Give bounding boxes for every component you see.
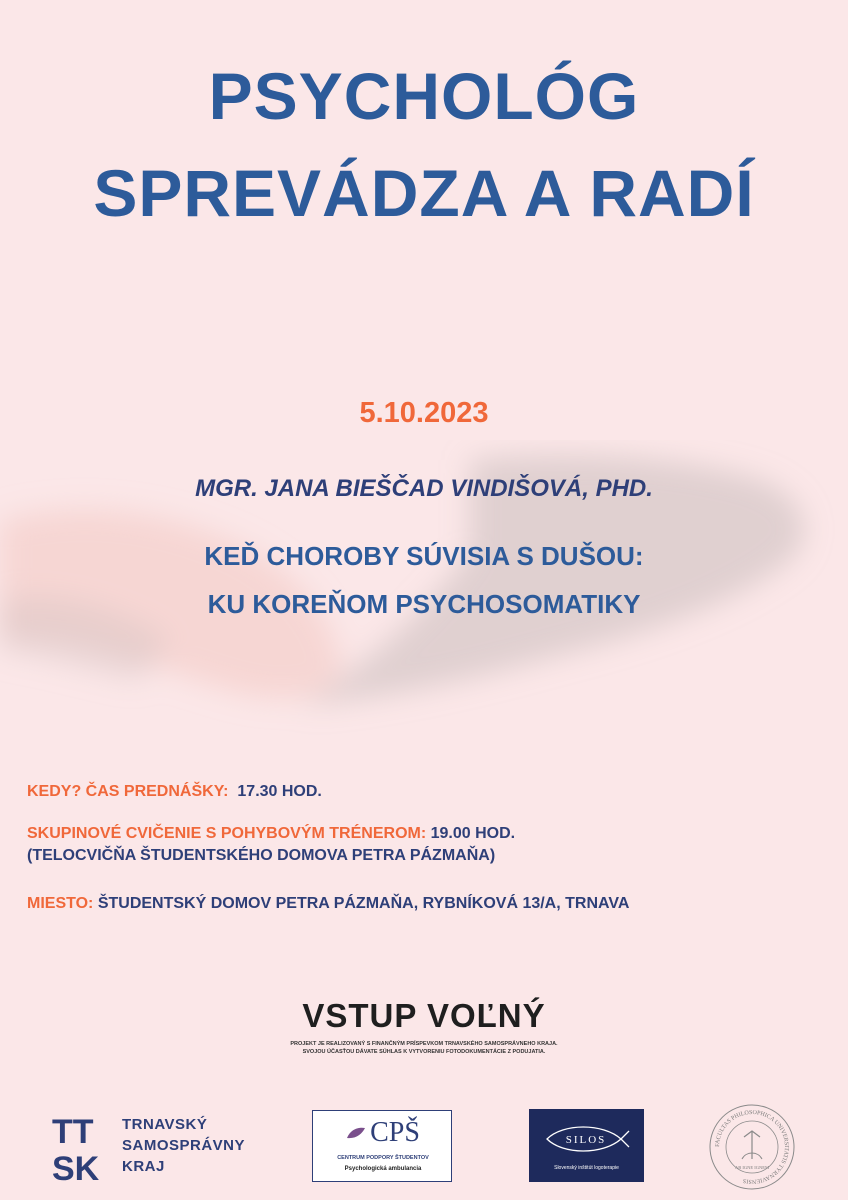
cps-subtitle: CENTRUM PODPORY ŠTUDENTOV [337, 1155, 429, 1161]
cps-logo [312, 1110, 452, 1182]
info-when [27, 781, 322, 803]
speaker-name: MGR. JANA BIEŠČAD VINDIŠOVÁ, PHD. [195, 475, 653, 502]
cps-subtitle-2: Psychologická ambulancia [344, 1166, 422, 1172]
ttsk-line-3: KRAJ [122, 1158, 165, 1175]
place-value: ŠTUDENTSKÝ DOMOV PETRA PÁZMAŇA, RYBNÍKOVÁ 13/A, TRNAVA [97, 895, 630, 912]
fine-print [0, 1040, 848, 1057]
place-label: MIESTO: [27, 895, 94, 912]
silos-subtitle: Slovenský inštitút logoterapie [554, 1165, 619, 1171]
ttsk-line-2: SAMOSPRÁVNY [122, 1137, 246, 1154]
title-line-2: SPREVÁDZA A RADÍ [93, 156, 755, 230]
title-line-1: PSYCHOLÓG [208, 59, 640, 133]
info-place [27, 893, 629, 915]
group-label: SKUPINOVÉ CVIČENIE S POHYBOVÝM TRÉNEROM: [27, 825, 427, 842]
topic-line-2: KU KOREŇOM PSYCHOSOMATIKY [207, 589, 641, 619]
entry-free: VSTUP VOĽNÝ [302, 997, 546, 1034]
ttsk-mark-top: TT [52, 1113, 94, 1151]
ttsk-text [122, 1114, 245, 1177]
fine-print-line-2: SVOJOU ÚČASŤOU DÁVATE SÚHLAS K VYTVORENIU FOTODOKUMENTÁCIE Z PODUJATIA. [302, 1049, 546, 1056]
ttsk-mark-bottom: SK [52, 1150, 100, 1182]
when-label: KEDY? ČAS PREDNÁŠKY: [27, 783, 229, 800]
when-value: 17.30 HOD. [237, 783, 322, 800]
silos-logo [529, 1109, 644, 1182]
topic-line-1: KEĎ CHOROBY SÚVISIA S DUŠOU: [204, 541, 644, 571]
seal-text: FACULTAS PHILOSOPHICA UNIVERSITATIS TYRNAVIENSIS [714, 1109, 790, 1185]
group-place: (TELOCVIČŇA ŠTUDENTSKÉHO DOMOVA PETRA PÁZMAŇA) [27, 846, 496, 864]
ttsk-logo [52, 1112, 282, 1182]
silos-name: SILOS [565, 1134, 607, 1146]
cps-name: CPŠ [370, 1117, 420, 1148]
seal-motto: AB IGNE IGNEM [735, 1165, 769, 1170]
event-date: 5.10.2023 [359, 397, 489, 429]
ttsk-mark-icon [52, 1112, 110, 1182]
cps-leaf-icon [346, 1126, 366, 1140]
ttsk-line-1: TRNAVSKÝ [122, 1116, 208, 1133]
group-value: 19.00 HOD. [430, 825, 516, 842]
silos-fish-icon [543, 1123, 630, 1155]
info-group-exercise [27, 823, 515, 866]
fine-print-line-1: PROJEKT JE REALIZOVANÝ S FINANČNÝM PRÍSPEVKOM TRNAVSKÉHO SAMOSPRÁVNEHO KRAJA. [290, 1041, 558, 1047]
university-seal-logo [708, 1103, 796, 1191]
